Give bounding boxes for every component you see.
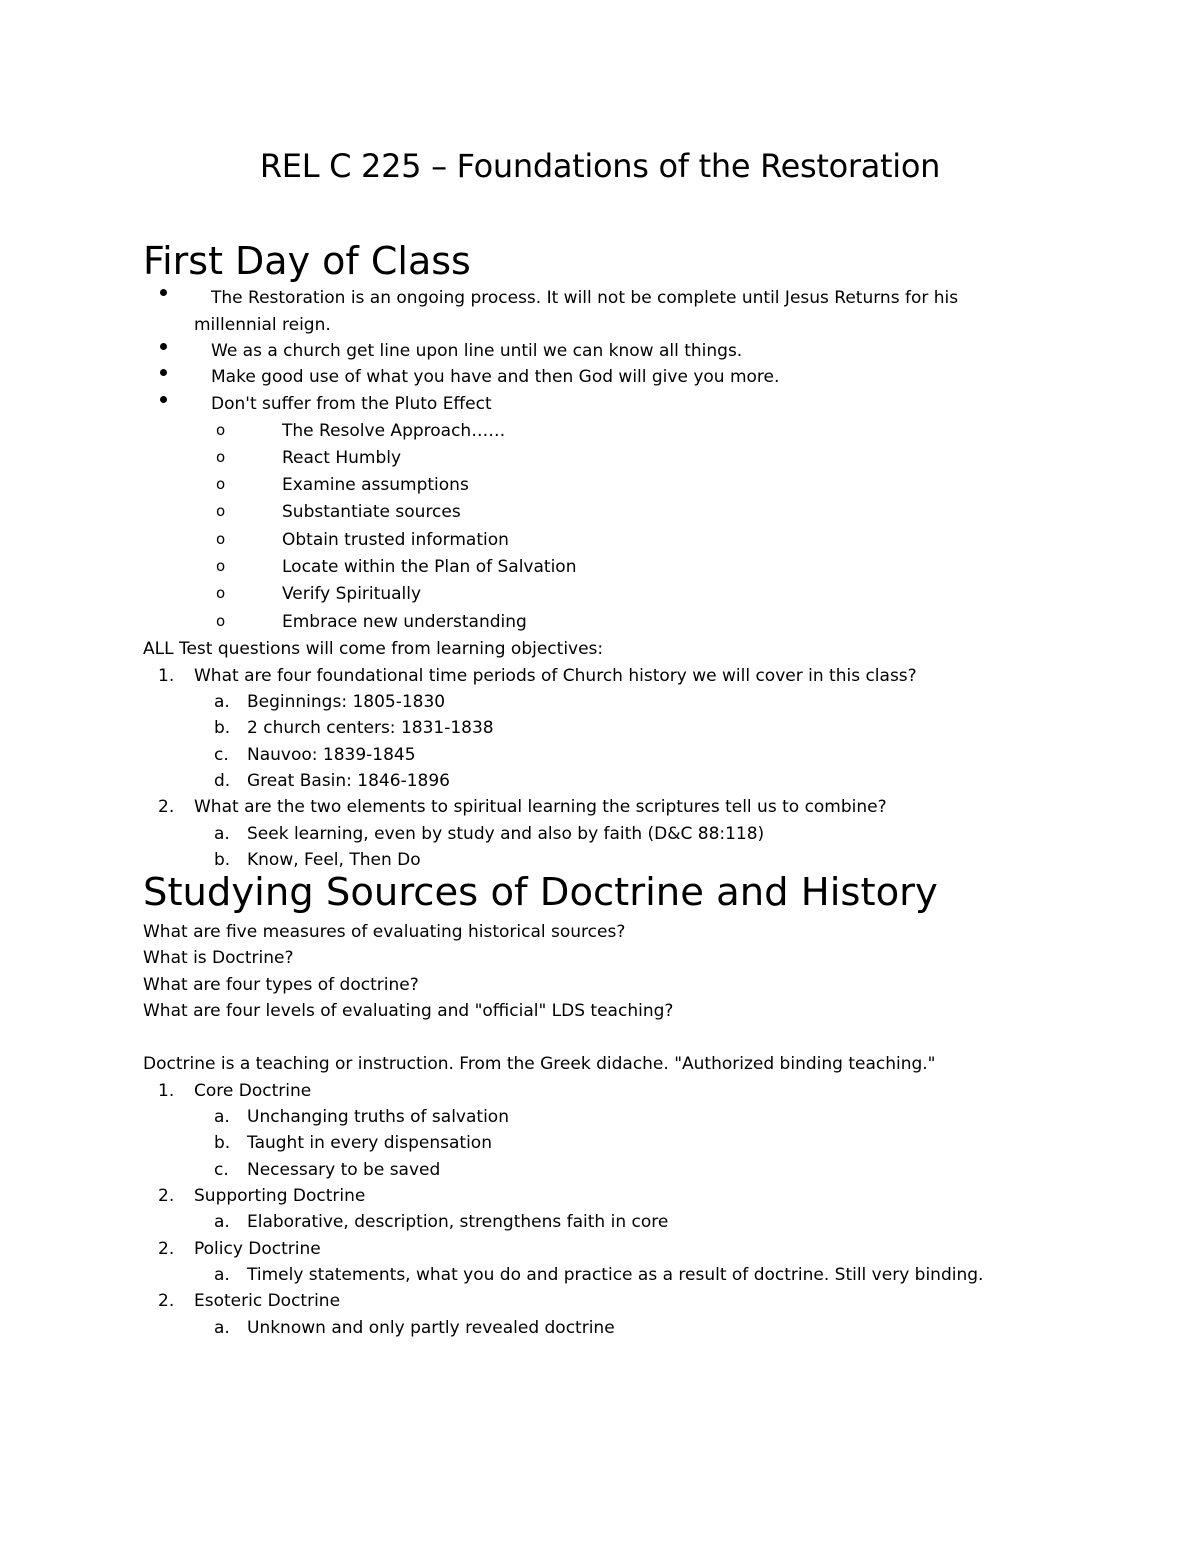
objective-answer: Great Basin: 1846-1896 — [247, 771, 450, 791]
sub-bullet-item: Embrace new understanding — [282, 612, 527, 632]
sub-bullet-marker: o — [216, 502, 226, 520]
section-question: What are five measures of evaluating historical sources? — [143, 922, 626, 942]
bullet-item: We as a church get line upon line until we can know all things. — [211, 341, 743, 361]
bullet-item: Make good use of what you have and then God will give you more. — [211, 367, 780, 387]
doctrine-type-detail: Unknown and only partly revealed doctrine — [247, 1318, 615, 1338]
doctrine-type-label: Supporting Doctrine — [194, 1186, 366, 1206]
sub-bullet-item: React Humbly — [282, 448, 402, 468]
objective-question: What are the two elements to spiritual learning the scriptures tell us to combine? — [194, 797, 887, 817]
list-letter: b. — [214, 1133, 231, 1153]
list-letter: b. — [214, 850, 231, 870]
sub-bullet-marker: o — [216, 475, 226, 493]
list-letter: c. — [214, 745, 229, 765]
sub-bullet-item: Locate within the Plan of Salvation — [282, 557, 577, 577]
sub-bullet-item: The Resolve Approach…… — [282, 421, 506, 441]
sub-bullet-marker: o — [216, 530, 226, 548]
list-letter: a. — [214, 1318, 230, 1338]
section-heading-studying-sources: Studying Sources of Doctrine and History — [143, 870, 938, 915]
bullet-marker — [160, 369, 167, 376]
doctrine-type-label: Policy Doctrine — [194, 1239, 321, 1259]
sub-bullet-marker: o — [216, 584, 226, 602]
section-heading-first-day: First Day of Class — [143, 239, 471, 283]
sub-bullet-item: Substantiate sources — [282, 502, 461, 522]
list-number: 2. — [158, 1291, 175, 1311]
sub-bullet-marker: o — [216, 448, 226, 466]
doctrine-type-label: Core Doctrine — [194, 1081, 312, 1101]
list-letter: a. — [214, 692, 230, 712]
list-number: 2. — [158, 1186, 175, 1206]
list-number: 2. — [158, 1239, 175, 1259]
doctrine-type-detail: Unchanging truths of salvation — [247, 1107, 509, 1127]
bullet-item: Don't suffer from the Pluto Effect — [211, 394, 492, 414]
objective-answer: Know, Feel, Then Do — [247, 850, 421, 870]
list-letter: d. — [214, 771, 231, 791]
doctrine-type-detail: Elaborative, description, strengthens faith in core — [247, 1212, 669, 1232]
sub-bullet-marker: o — [216, 612, 226, 630]
bullet-marker — [160, 396, 167, 403]
sub-bullet-item: Examine assumptions — [282, 475, 469, 495]
sub-bullet-marker: o — [216, 557, 226, 575]
document-title: REL C 225 – Foundations of the Restoration — [259, 147, 941, 185]
list-number: 2. — [158, 797, 175, 817]
bullet-marker — [160, 343, 167, 350]
list-number: 1. — [158, 1081, 175, 1101]
list-number: 1. — [158, 666, 175, 686]
list-letter: b. — [214, 718, 231, 738]
sub-bullet-item: Obtain trusted information — [282, 530, 509, 550]
list-letter: a. — [214, 824, 230, 844]
doctrine-type-label: Esoteric Doctrine — [194, 1291, 341, 1311]
doctrine-definition: Doctrine is a teaching or instruction. From the Greek didache. "Authorized binding teaching." — [143, 1054, 936, 1074]
bullet-marker — [160, 289, 167, 296]
doctrine-type-detail: Taught in every dispensation — [247, 1133, 492, 1153]
list-letter: a. — [214, 1265, 230, 1285]
sub-bullet-marker: o — [216, 421, 226, 439]
list-letter: c. — [214, 1160, 229, 1180]
bullet-item-continuation: millennial reign. — [194, 315, 331, 335]
doctrine-type-detail: Timely statements, what you do and practice as a result of doctrine. Still very binding. — [247, 1265, 984, 1285]
sub-bullet-item: Verify Spiritually — [282, 584, 422, 604]
bullet-item: The Restoration is an ongoing process. It will not be complete until Jesus Returns for his — [211, 288, 959, 308]
section-question: What are four levels of evaluating and "official" LDS teaching? — [143, 1001, 674, 1021]
section-question: What is Doctrine? — [143, 948, 294, 968]
objective-question: What are four foundational time periods of Church history we will cover in this class? — [194, 666, 917, 686]
objective-answer: 2 church centers: 1831-1838 — [247, 718, 494, 738]
list-letter: a. — [214, 1107, 230, 1127]
objective-answer: Seek learning, even by study and also by faith (D&C 88:118) — [247, 824, 765, 844]
list-letter: a. — [214, 1212, 230, 1232]
learning-objectives-intro: ALL Test questions will come from learning objectives: — [143, 639, 604, 659]
objective-answer: Beginnings: 1805-1830 — [247, 692, 446, 712]
doctrine-type-detail: Necessary to be saved — [247, 1160, 441, 1180]
objective-answer: Nauvoo: 1839-1845 — [247, 745, 416, 765]
section-question: What are four types of doctrine? — [143, 975, 419, 995]
